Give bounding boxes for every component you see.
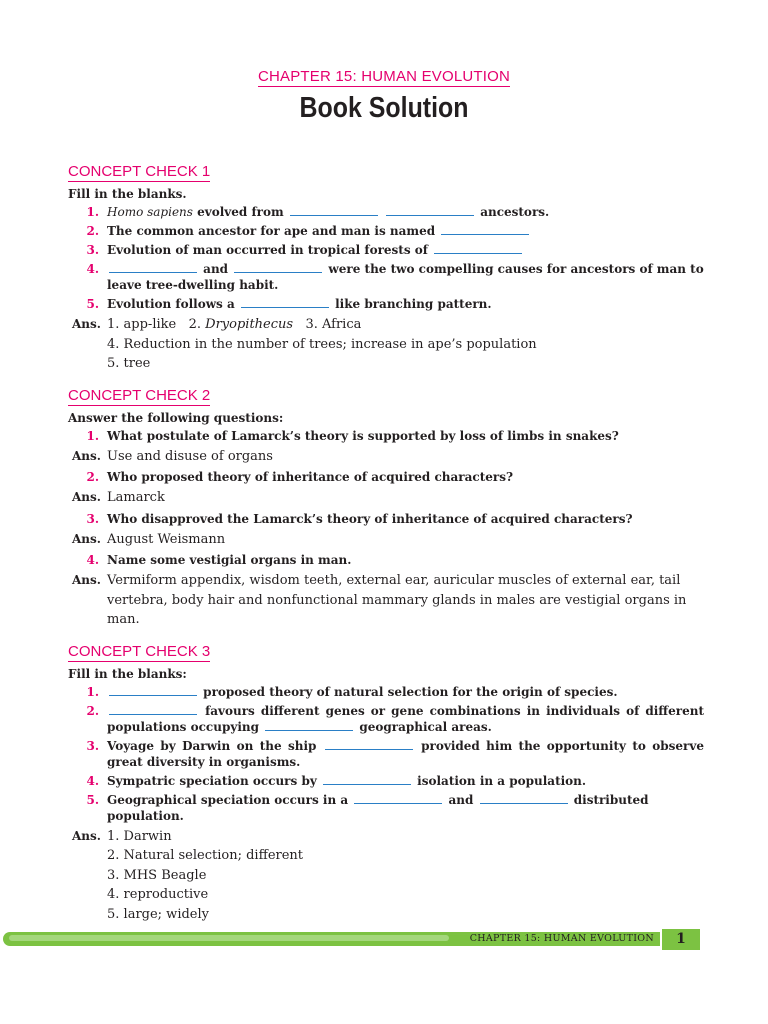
answer-line: 2. Natural selection; different xyxy=(107,848,304,863)
answer-text: August Weismann xyxy=(107,531,226,547)
question-number: 4. xyxy=(86,553,99,567)
answer-block xyxy=(68,827,704,925)
answer-line: 4. reproductive xyxy=(107,887,209,902)
blank-line xyxy=(354,792,442,804)
answer-line: 5. large; widely xyxy=(107,906,209,922)
answer-block xyxy=(68,488,704,508)
question-item xyxy=(68,511,704,527)
question-text: provided him the opportunity to observe great diversity in organisms. xyxy=(107,738,704,769)
question-text: were the two compelling causes for ancestors of man to leave tree-dwelling habit. xyxy=(107,262,704,292)
blank-line xyxy=(109,703,197,715)
answer-label: Ans. xyxy=(72,317,101,331)
question-text: Name some vestigial organs in man. xyxy=(107,553,352,567)
section-heading: CONCEPT CHECK 2 xyxy=(68,386,211,404)
document-body xyxy=(68,161,704,935)
question-item xyxy=(68,261,704,293)
question-number: 3. xyxy=(86,738,99,753)
blank-line xyxy=(265,719,353,731)
question-text: evolved from xyxy=(192,205,288,219)
answer-line: 5. tree xyxy=(107,356,151,371)
blank-line xyxy=(480,792,568,804)
blank-line xyxy=(234,261,322,273)
question-number: 4. xyxy=(86,773,99,788)
answer-label: Ans. xyxy=(72,490,101,504)
question-text: Who disapproved the Lamarck’s theory of inheritance of acquired characters? xyxy=(107,511,633,526)
question-text: proposed theory of natural selection for the origin of species. xyxy=(199,684,618,699)
blank-line xyxy=(241,296,329,308)
page-number: 1 xyxy=(662,929,700,950)
answer-block xyxy=(68,530,704,550)
question-text: Geographical speciation occurs in a xyxy=(107,792,353,807)
answer-block xyxy=(68,447,704,467)
blank-line xyxy=(325,738,413,750)
concept-check-3 xyxy=(68,641,704,925)
answer-text: Lamarck xyxy=(107,490,165,505)
page-title: Book Solution xyxy=(299,92,469,124)
question-number: 1. xyxy=(86,684,99,699)
answer-line: 3. MHS Beagle xyxy=(107,867,207,883)
question-number: 1. xyxy=(86,205,99,219)
answer-label: Ans. xyxy=(72,531,101,546)
chapter-title: CHAPTER 15: HUMAN EVOLUTION xyxy=(257,68,511,85)
question-text: favours different genes or gene combinations in individuals of different populations occupying xyxy=(107,703,704,734)
question-item xyxy=(68,428,704,444)
chapter-header xyxy=(0,66,768,87)
question-item xyxy=(68,223,704,239)
question-item xyxy=(68,469,704,485)
question-text: distributed population. xyxy=(107,792,649,823)
question-item xyxy=(68,792,704,824)
blank-line xyxy=(386,204,474,216)
answer-text: Dryopithecus xyxy=(205,317,294,332)
question-text: like branching pattern. xyxy=(330,297,492,311)
answer-block xyxy=(68,315,704,374)
question-number: 2. xyxy=(86,703,99,718)
question-text: geographical areas. xyxy=(355,719,492,734)
question-item xyxy=(68,204,704,220)
question-text: Evolution follows a xyxy=(107,297,239,311)
blank-line xyxy=(109,684,197,696)
question-number: 2. xyxy=(86,470,99,484)
question-item xyxy=(68,738,704,770)
answer-label: Ans. xyxy=(72,573,101,587)
question-text: isolation in a population. xyxy=(412,773,587,788)
blank-line xyxy=(109,261,197,273)
instruction: Answer the following questions: xyxy=(68,410,284,425)
question-number: 1. xyxy=(86,428,99,443)
concept-check-1 xyxy=(68,161,704,374)
question-text: ancestors. xyxy=(476,205,550,219)
concept-check-2 xyxy=(68,385,704,630)
question-text: Sympatric speciation occurs by xyxy=(107,773,321,788)
answer-line xyxy=(107,315,704,335)
answer-line: 1. Darwin xyxy=(107,828,172,844)
blank-line xyxy=(290,204,378,216)
question-item xyxy=(68,703,704,735)
question-number: 3. xyxy=(86,243,99,257)
answer-line: 4. Reduction in the number of trees; increase in ape’s population xyxy=(107,336,537,352)
answer-label: Ans. xyxy=(72,448,101,463)
footer-bar xyxy=(3,932,660,946)
answer-text: 1. app-like 2. xyxy=(107,317,206,332)
section-heading: CONCEPT CHECK 1 xyxy=(68,163,211,180)
question-text: Homo sapiens xyxy=(107,205,193,219)
blank-line xyxy=(323,773,411,785)
question-text: Who proposed theory of inheritance of acquired characters? xyxy=(107,470,513,484)
question-number: 3. xyxy=(86,511,99,526)
footer-running-title: CHAPTER 15: HUMAN EVOLUTION xyxy=(469,933,654,944)
section-heading: CONCEPT CHECK 3 xyxy=(68,642,211,660)
question-text: Voyage by Darwin on the ship xyxy=(107,738,323,753)
question-number: 2. xyxy=(86,224,99,238)
answer-label: Ans. xyxy=(72,828,101,843)
question-number: 5. xyxy=(86,792,99,807)
question-item xyxy=(68,296,704,312)
question-text: Evolution of man occurred in tropical forests of xyxy=(107,243,433,257)
question-number: 5. xyxy=(86,297,99,311)
question-number: 4. xyxy=(86,262,99,276)
question-item xyxy=(68,684,704,700)
question-text: What postulate of Lamarck’s theory is supported by loss of limbs in snakes? xyxy=(107,428,619,443)
answer-text: Vermiform appendix, wisdom teeth, external ear, auricular muscles of external ear, tail vertebra, body hair and nonfunctional mammary glands in males are vestigial organs in man. xyxy=(107,573,687,627)
answer-text: 3. Africa xyxy=(293,317,362,332)
question-text: and xyxy=(199,262,233,276)
question-item xyxy=(68,242,704,258)
blank-line xyxy=(434,242,522,254)
question-text: The common ancestor for ape and man is named xyxy=(107,224,440,238)
answer-text: Use and disuse of organs xyxy=(107,448,273,464)
question-text: and xyxy=(444,792,478,807)
instruction: Fill in the blanks: xyxy=(68,666,187,681)
question-item xyxy=(68,552,704,568)
answer-block xyxy=(68,571,704,630)
question-item xyxy=(68,773,704,789)
instruction: Fill in the blanks. xyxy=(68,187,187,201)
blank-line xyxy=(441,223,529,235)
